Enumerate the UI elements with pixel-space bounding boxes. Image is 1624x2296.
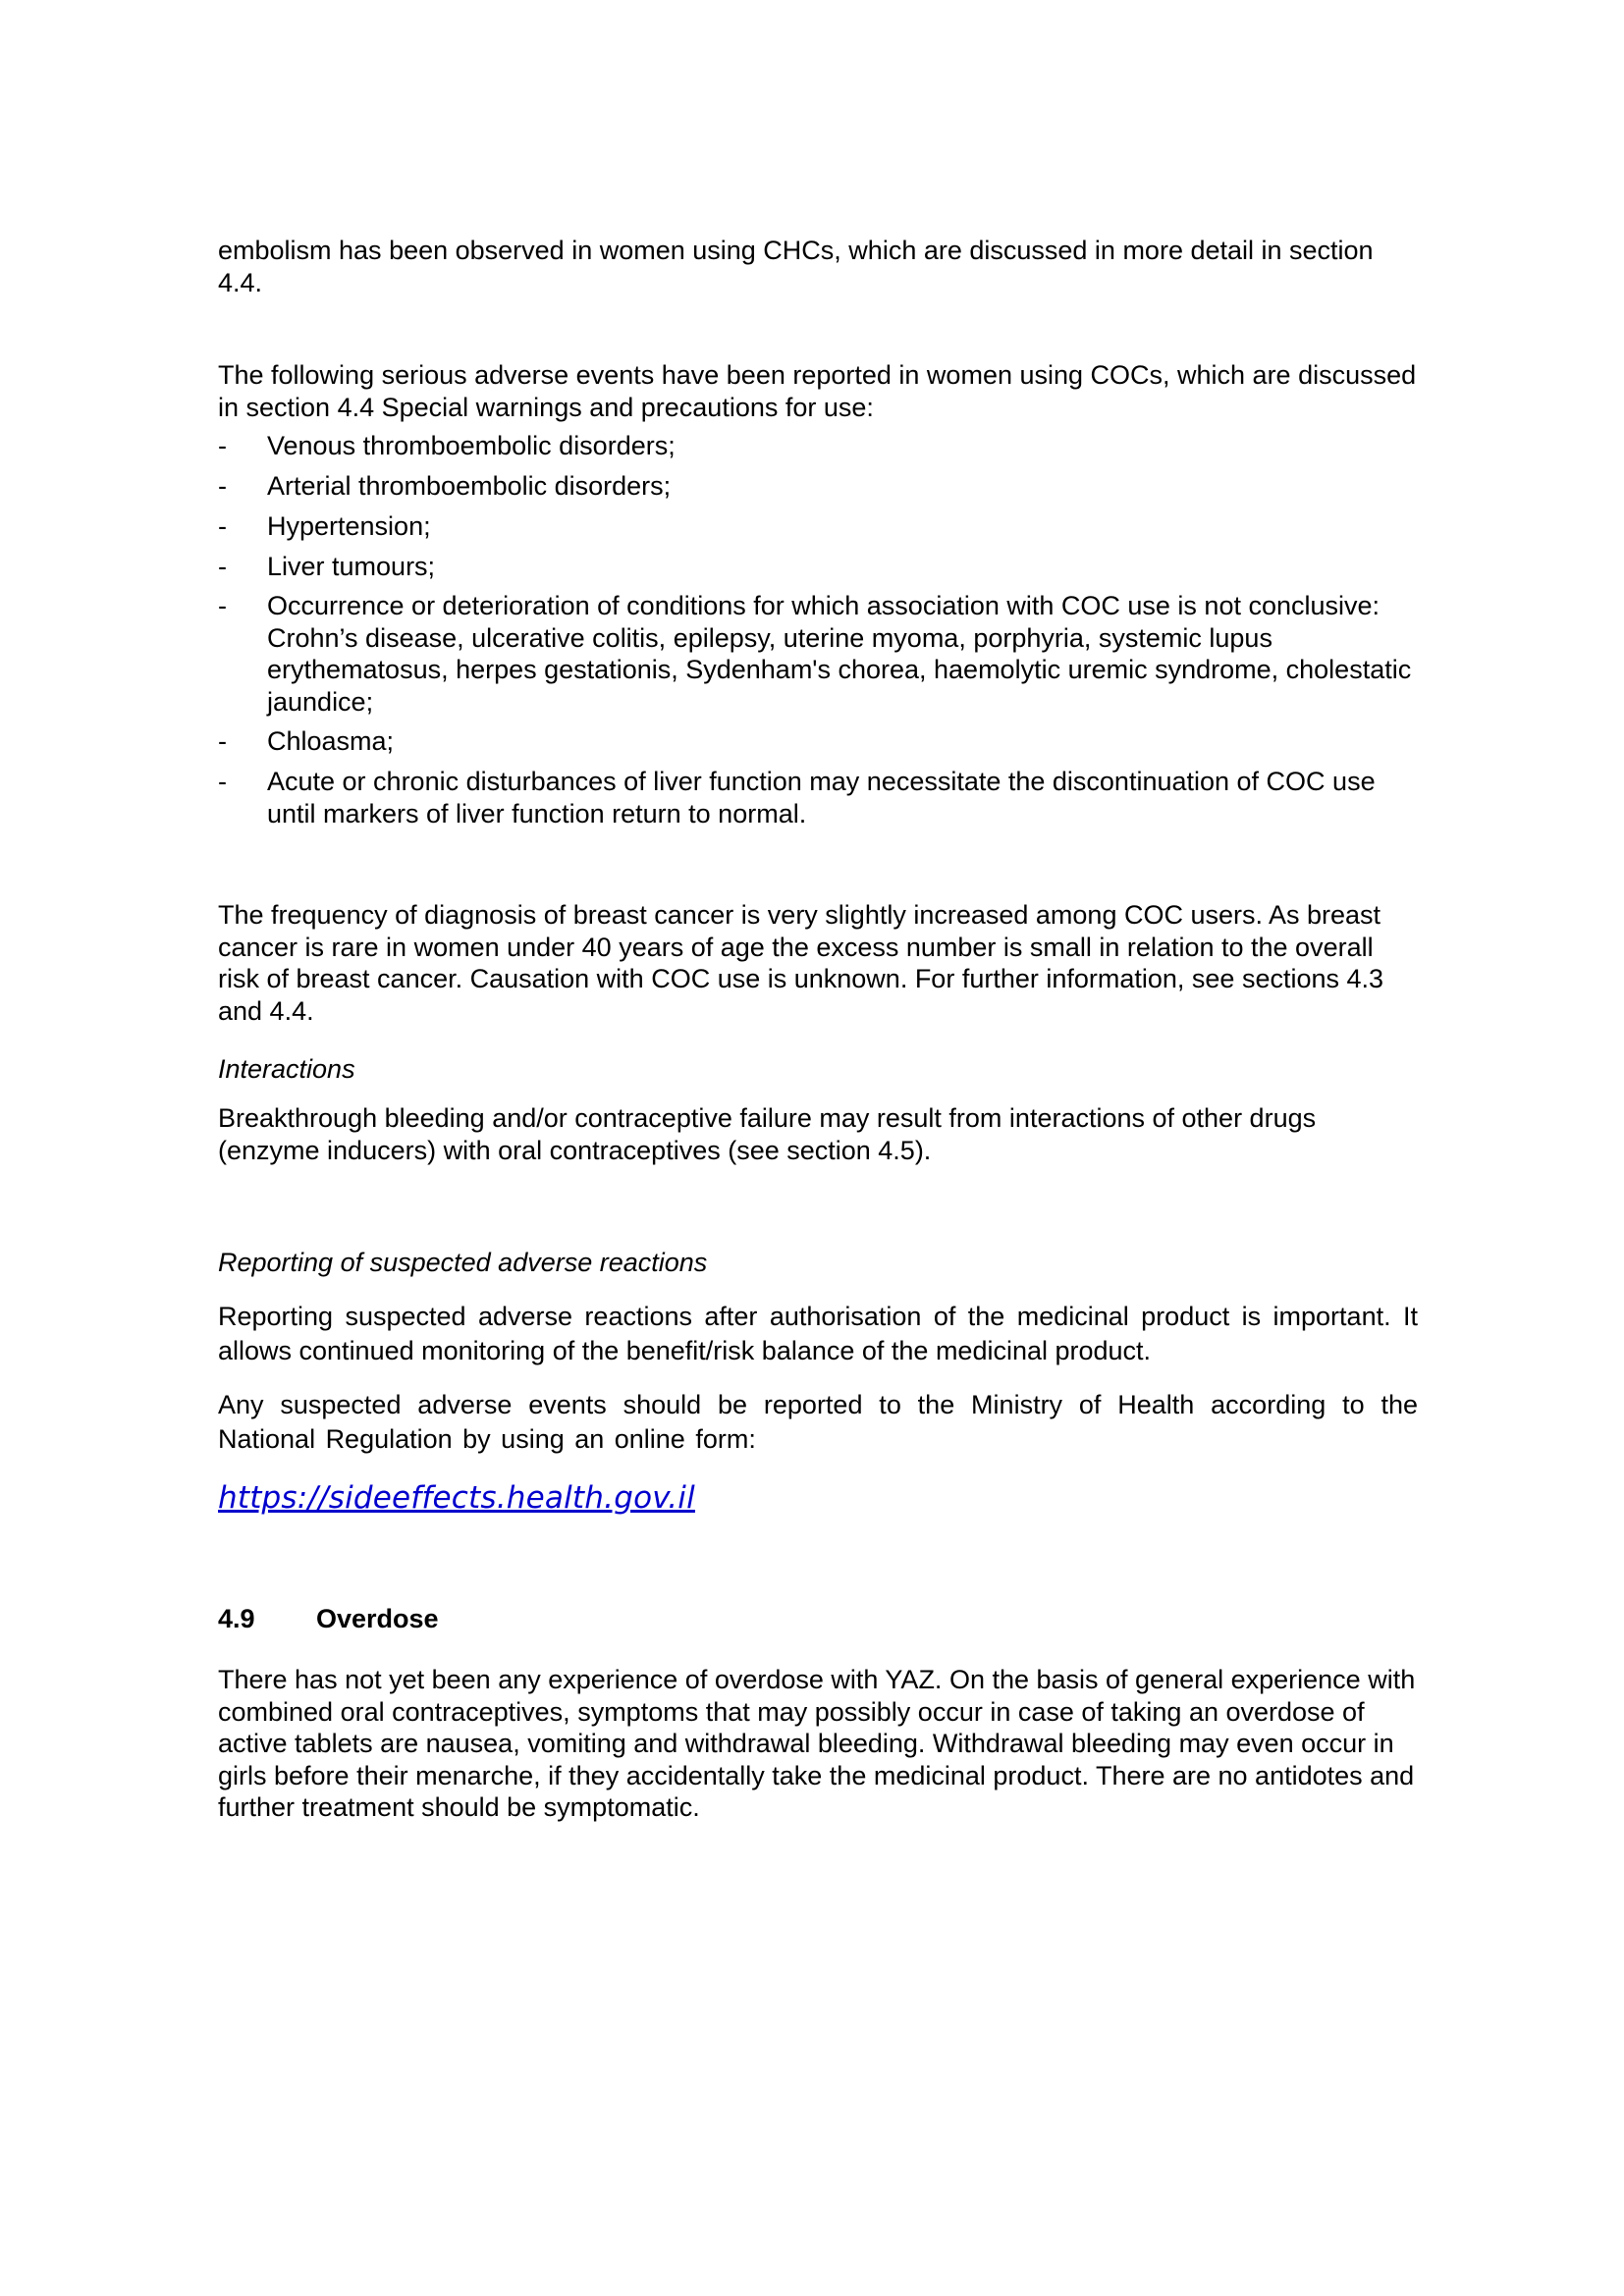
list-marker: - [218,511,227,541]
interactions-paragraph: Breakthrough bleeding and/or contraceptive failure may result from interactions of other drugs (enzyme inducers) with oral contraceptives (see section 4.5). [218,1103,1317,1165]
list-marker: - [218,591,227,620]
list-marker: - [218,767,227,796]
list-item [218,766,1418,829]
list-marker: - [218,471,227,501]
reporting-heading: Reporting of suspected adverse reactions [218,1248,708,1277]
list-item [218,510,1418,543]
section-title: Overdose [316,1604,439,1633]
list-item-text: Occurrence or deterioration of conditions for which association with COC use is not conclusive: Crohn’s disease, ulcerative colitis, epilepsy, uterine myoma, porphyria, systemic lupus erythematosus, herpes gestationis, Sydenham's chorea, haemolytic uremic syndrome, cholestatic jaundice; [267,591,1412,717]
list-item-text: Venous thromboembolic disorders; [267,431,676,460]
list-marker: - [218,726,227,756]
list-marker: - [218,552,227,581]
list-item-text: Acute or chronic disturbances of liver function may necessitate the discontinuation of COC use until markers of liver function return to normal. [267,767,1376,828]
reporting-link[interactable]: https://sideeffects.health.gov.il [218,1480,695,1516]
list-item-text: Chloasma; [267,726,395,756]
list-marker: - [218,431,227,460]
section-number: 4.9 [218,1604,255,1633]
reporting-paragraph-1: Reporting suspected adverse reactions after authorisation of the medicinal product is important. It allows continued monitoring of the benefit/risk balance of the medicinal product. [218,1302,1418,1365]
serious-events-intro: The following serious adverse events have been reported in women using COCs, which are discussed in section 4.4 Special warnings and precautions for use: [218,360,1417,422]
overdose-paragraph: There has not yet been any experience of overdose with YAZ. On the basis of general experience with combined oral contraceptives, symptoms that may possibly occur in case of taking an overdose of active tablets are nausea, vomiting and withdrawal bleeding. Withdrawal bleeding may even occur in girls before their menarche, if they accidentally take the medicinal product. There are no antidotes and further treatment should be symptomatic. [218,1665,1416,1822]
list-item [218,470,1418,503]
list-item-text: Arterial thromboembolic disorders; [267,471,672,501]
reporting-paragraph-2: Any suspected adverse events should be reported to the Ministry of Health according to the National Regulation by using an online form: [218,1390,1418,1454]
list-item [218,551,1418,583]
interactions-heading: Interactions [218,1054,355,1084]
list-item [218,430,1418,462]
list-item-text: Hypertension; [267,511,431,541]
list-item [218,725,1418,758]
list-item [218,590,1418,718]
list-item-text: Liver tumours; [267,552,436,581]
intro-paragraph: embolism has been observed in women using CHCs, which are discussed in more detail in section 4.4. [218,236,1374,297]
breast-cancer-paragraph: The frequency of diagnosis of breast cancer is very slightly increased among COC users. As breast cancer is rare in women under 40 years of age the excess number is small in relation to the overall risk of breast cancer. Causation with COC use is unknown. For further information, see sections 4.3 and 4.4. [218,900,1384,1026]
